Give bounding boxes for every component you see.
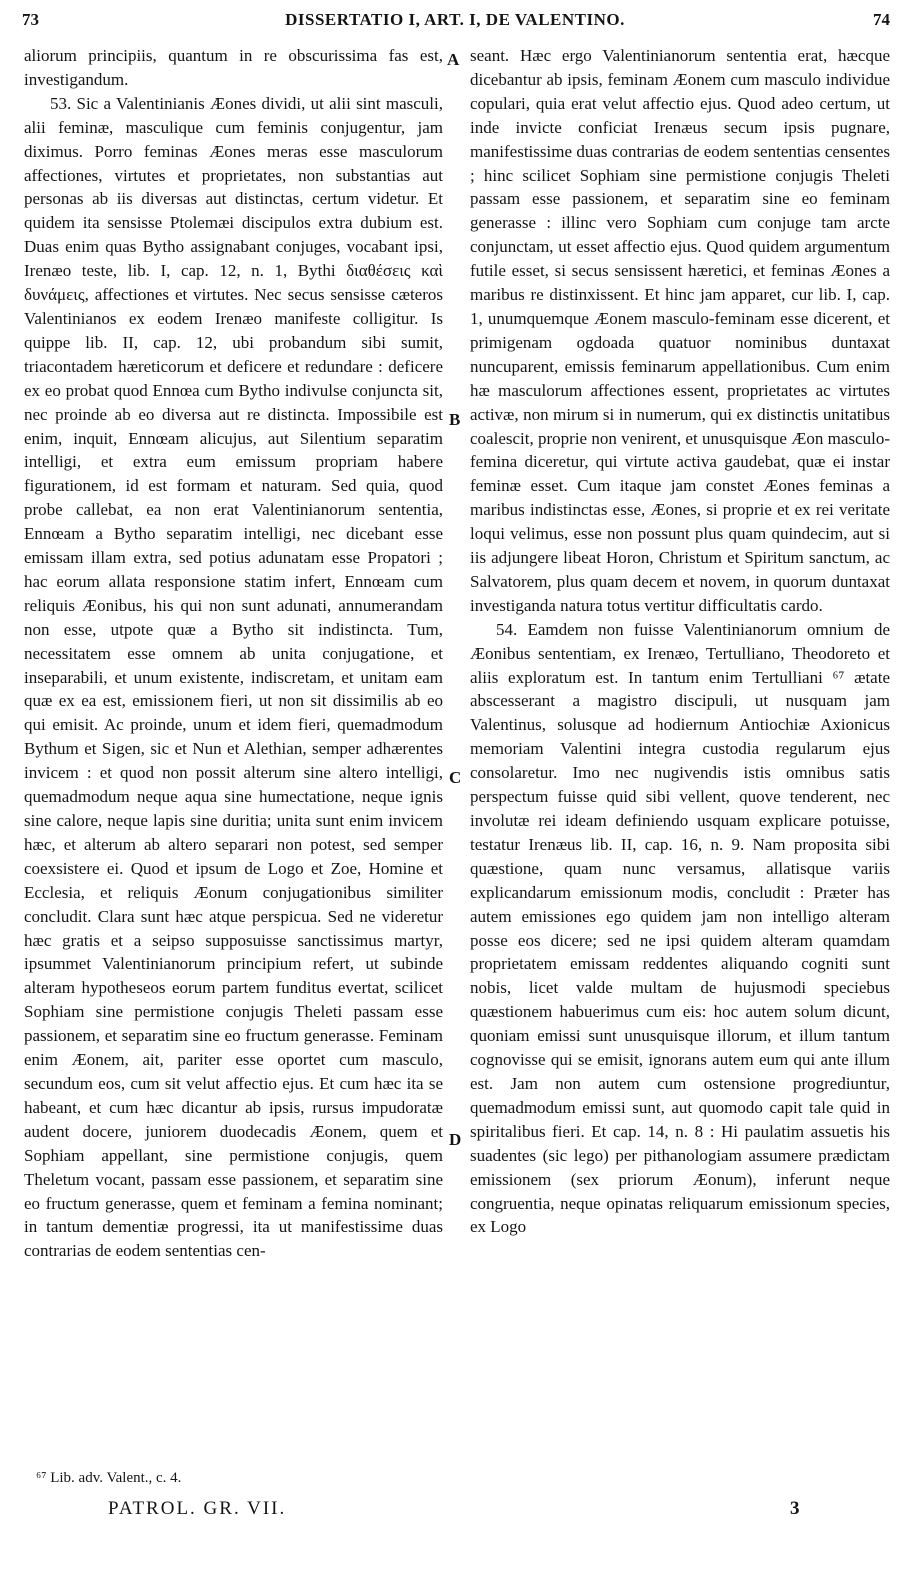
page-number-right: 74	[873, 10, 890, 29]
footnote: ⁶⁷ Lib. adv. Valent., c. 4.	[36, 1470, 182, 1486]
left-column	[24, 44, 443, 1263]
margin-marker-a: A	[447, 50, 460, 69]
page-number-left: 73	[22, 10, 39, 29]
left-paragraph-1: 53. Sic a Valentinianis Æones dividi, ut alii sint masculi, alii feminæ, masculique cum feminis conjugentur, jam diximus. Porro feminas Æones meras esse masculorum affectiones, virtutes et proprietates, non substantias aut personas ab iis diversas aut distinctas, certum videtur. Et quidem ita sensisse Ptolemæi discipulos extra dubium est. Duas enim quas Bytho assignabant conjuges, vocabant ipsi, Irenæo teste, lib. I, cap. 12, n. 1, Bythi διαθέσεις καὶ δυνάμεις, affectiones et virtutes. Nec secus sensisse cæteros Valentinianos ex eodem Irenæo manifeste colligitur. Is quippe lib. II, cap. 12, ubi probandum sibi sumit, triacontadem hæreticorum et deficere et redundare : deficere ex eo probat quod Ennœa cum Bytho indivulse conjuncta sit, nec proinde ab eo diversa aut re distincta. Impossibile est enim, inquit, Ennœam alicujus, aut Silentium separatim intelligi, et extra eum emissum propriam habere figurationem, id est formam et naturam. Sed quia, quod probe callebat, ea non erat Valentinianorum sententia, Ennœam a Bytho separatim intelligi, nec dicebant esse emissam illam extra, sed potius adunatam esse Propatori ; hac eorum allata responsione statim infert, Ennœam cum reliquis Æonibus, his qui non sunt adunati, annumerandam non esse, utpote quæ a Bytho sit indistincta. Tum, necessitatem esse omnem ab unita conjugatione, et inseparabili, et unum existente, indiscretam, et unitam eam quæ ex ea est, emissionem fieri, ut non sit dissimilis ab eo qui emisit. Ac proinde, unum et idem fieri, quemadmodum Bythum et Sigen, sic et Nun et Alethian, semper adhærentes invicem : et quod non possit alterum sine altero intelligi, quemadmodum neque aqua sine humectatione, neque ignis sine calore, neque lapis sine duritia; unita sunt enim invicem hæc, et alterum ab altero separari non potest, sed semper coexsistere ei. Quod et ipsum de Logo et Zoe, Homine et Ecclesia, et reliquis Æonum conjugationibus similiter concludit. Clara sunt hæc atque perspicua. Sed ne videretur hæc gratis et a seipso supposuisse sanctissimus martyr, ipsummet Valentinianorum principium refert, ut subinde alteram hypotheseos eorum partem funditus evertat, scilicet Sophiam sine permistione conjugis Theleti passam esse passionem, et separatim sine eo fructum generasse. Feminam enim Æonem, ait, pariter esse oportet cum masculo, secundum eos, cum sit velut affectio ejus. Et cum hæc ita se habeant, et cum hæc dicantur ab ipsis, rursus impudoratæ audent docere, juniorem duodecadis Æonem, quem et Sophiam appellant, sine permistione conjugis, quem Theletum vocant, passam esse passionem, et separatim sine eo fructum generasse, quem et feminam a femina nominant; in tantum dementiæ progressi, ita ut manifestissime duas contrarias de eodem sententias cen-	[24, 93, 443, 1261]
sheet-number: 3	[790, 1498, 800, 1519]
left-paragraph-0: aliorum principiis, quantum in re obscurissima fas est, investigandum.	[24, 46, 443, 89]
margin-marker-c: C	[449, 768, 462, 787]
right-paragraph-1: 54. Eamdem non fuisse Valentinianorum omnium de Æonibus sententiam, ex Irenæo, Tertulliano, Theodoreto et aliis exploratum est. In tantum enim Tertulliani ⁶⁷ ætate abscesserant a magistro discipuli, ut nusquam jam Valentinus, solusque ad hodiernum Antiochiæ Axionicus memoriam Valentini integra custodia regularum ejus consolaretur. Imo nec nugivendis istis omnibus satis perspectum fuisse quid sibi vellent, quove tenderent, nec involutæ rei ideam definiendo usquam explicare potuisse, testatur Irenæus lib. II, cap. 16, n. 9. Nam proposita sibi quæstione, quam nunc versamus, allatisque variis explicandarum emissionum modis, concludit : Præter has autem emissiones ego quidem jam non intelligo alteram posse eos dicere; sed ne ipsi quidem alteram quamdam proprietatem emissam reddentes aliquando cogniti sunt nobis, licet valde multam de hujusmodi speciebus quæstionem habuerimus cum eis: hoc autem solum dicunt, quoniam emissi sunt unusquisque illorum, et illum tantum cognovisse qui se emisit, ignorans autem eum qui ante illum est. Jam non autem cum ostensione progrediuntur, quemadmodum emissi sunt, aut quomodo capit tale quid in spiritalibus fieri. Et cap. 14, n. 8 : Hi paulatim assuetis his suadentes (sic lego) per pithanologiam assumere prædictam emissionem (sex priorum Æonum), inferunt neque congruentia, neque opinatas reliquarum emissionum species, ex Logo	[470, 619, 890, 1237]
running-title: DISSERTATIO I, ART. I, DE VALENTINO.	[285, 10, 625, 29]
collection-signature: PATROL. GR. VII.	[108, 1498, 287, 1519]
margin-marker-b: B	[449, 410, 461, 429]
right-paragraph-0: seant. Hæc ergo Valentinianorum sententia erat, hæcque dicebantur ab ipsis, feminam Æonem cum masculo individue copulari, quia erat velut affectio ejus. Quod adeo certum, ut inde invicte conficiat Irenæus secum ipsis pugnare, manifestissime duas contrarias de eodem sententias censentes ; hinc scilicet Sophiam sine permistione conjugis Theleti passam esse passionem, et separatim sine eo feminam generasse : illinc vero Sophiam cum conjuge tam arcte conjunctam, ut esset affectio ejus. Quod quidem argumentum futile esset, si secus sensissent hæretici, et feminas Æones a maribus re distinxissent. Et hinc jam apparet, cur lib. I, cap. 1, unumquemque Æonem masculo-feminam esse dicerent, et primigenam ogdoada quatuor nominibus duntaxat nuncuparent, emissis feminarum appellationibus. Cum enim hæ masculorum affectiones essent, proprietates ac virtutes activæ, non mirum si in numerum, qui ex distinctis unitatibus coalescit, proprie non venirent, et unusquisque Æon masculo-femina diceretur, qui virtute activa gaudebat, quæ ei instar feminæ esset. Cum itaque jam constet Æones feminas a maribus indistinctas esse, Æones, si proprie et ex rei veritate loqui velimus, esse non possunt plus quam quindecim, aut si iis adjungere libeat Horon, Christum et Spiritum sanctum, ac Salvatorem, plus quam decem et novem, in quorum duntaxat investiganda natura totus vertitur difficultatis cardo.	[470, 46, 890, 615]
right-column	[470, 44, 890, 1239]
margin-marker-d: D	[449, 1130, 462, 1149]
running-header	[20, 4, 890, 34]
